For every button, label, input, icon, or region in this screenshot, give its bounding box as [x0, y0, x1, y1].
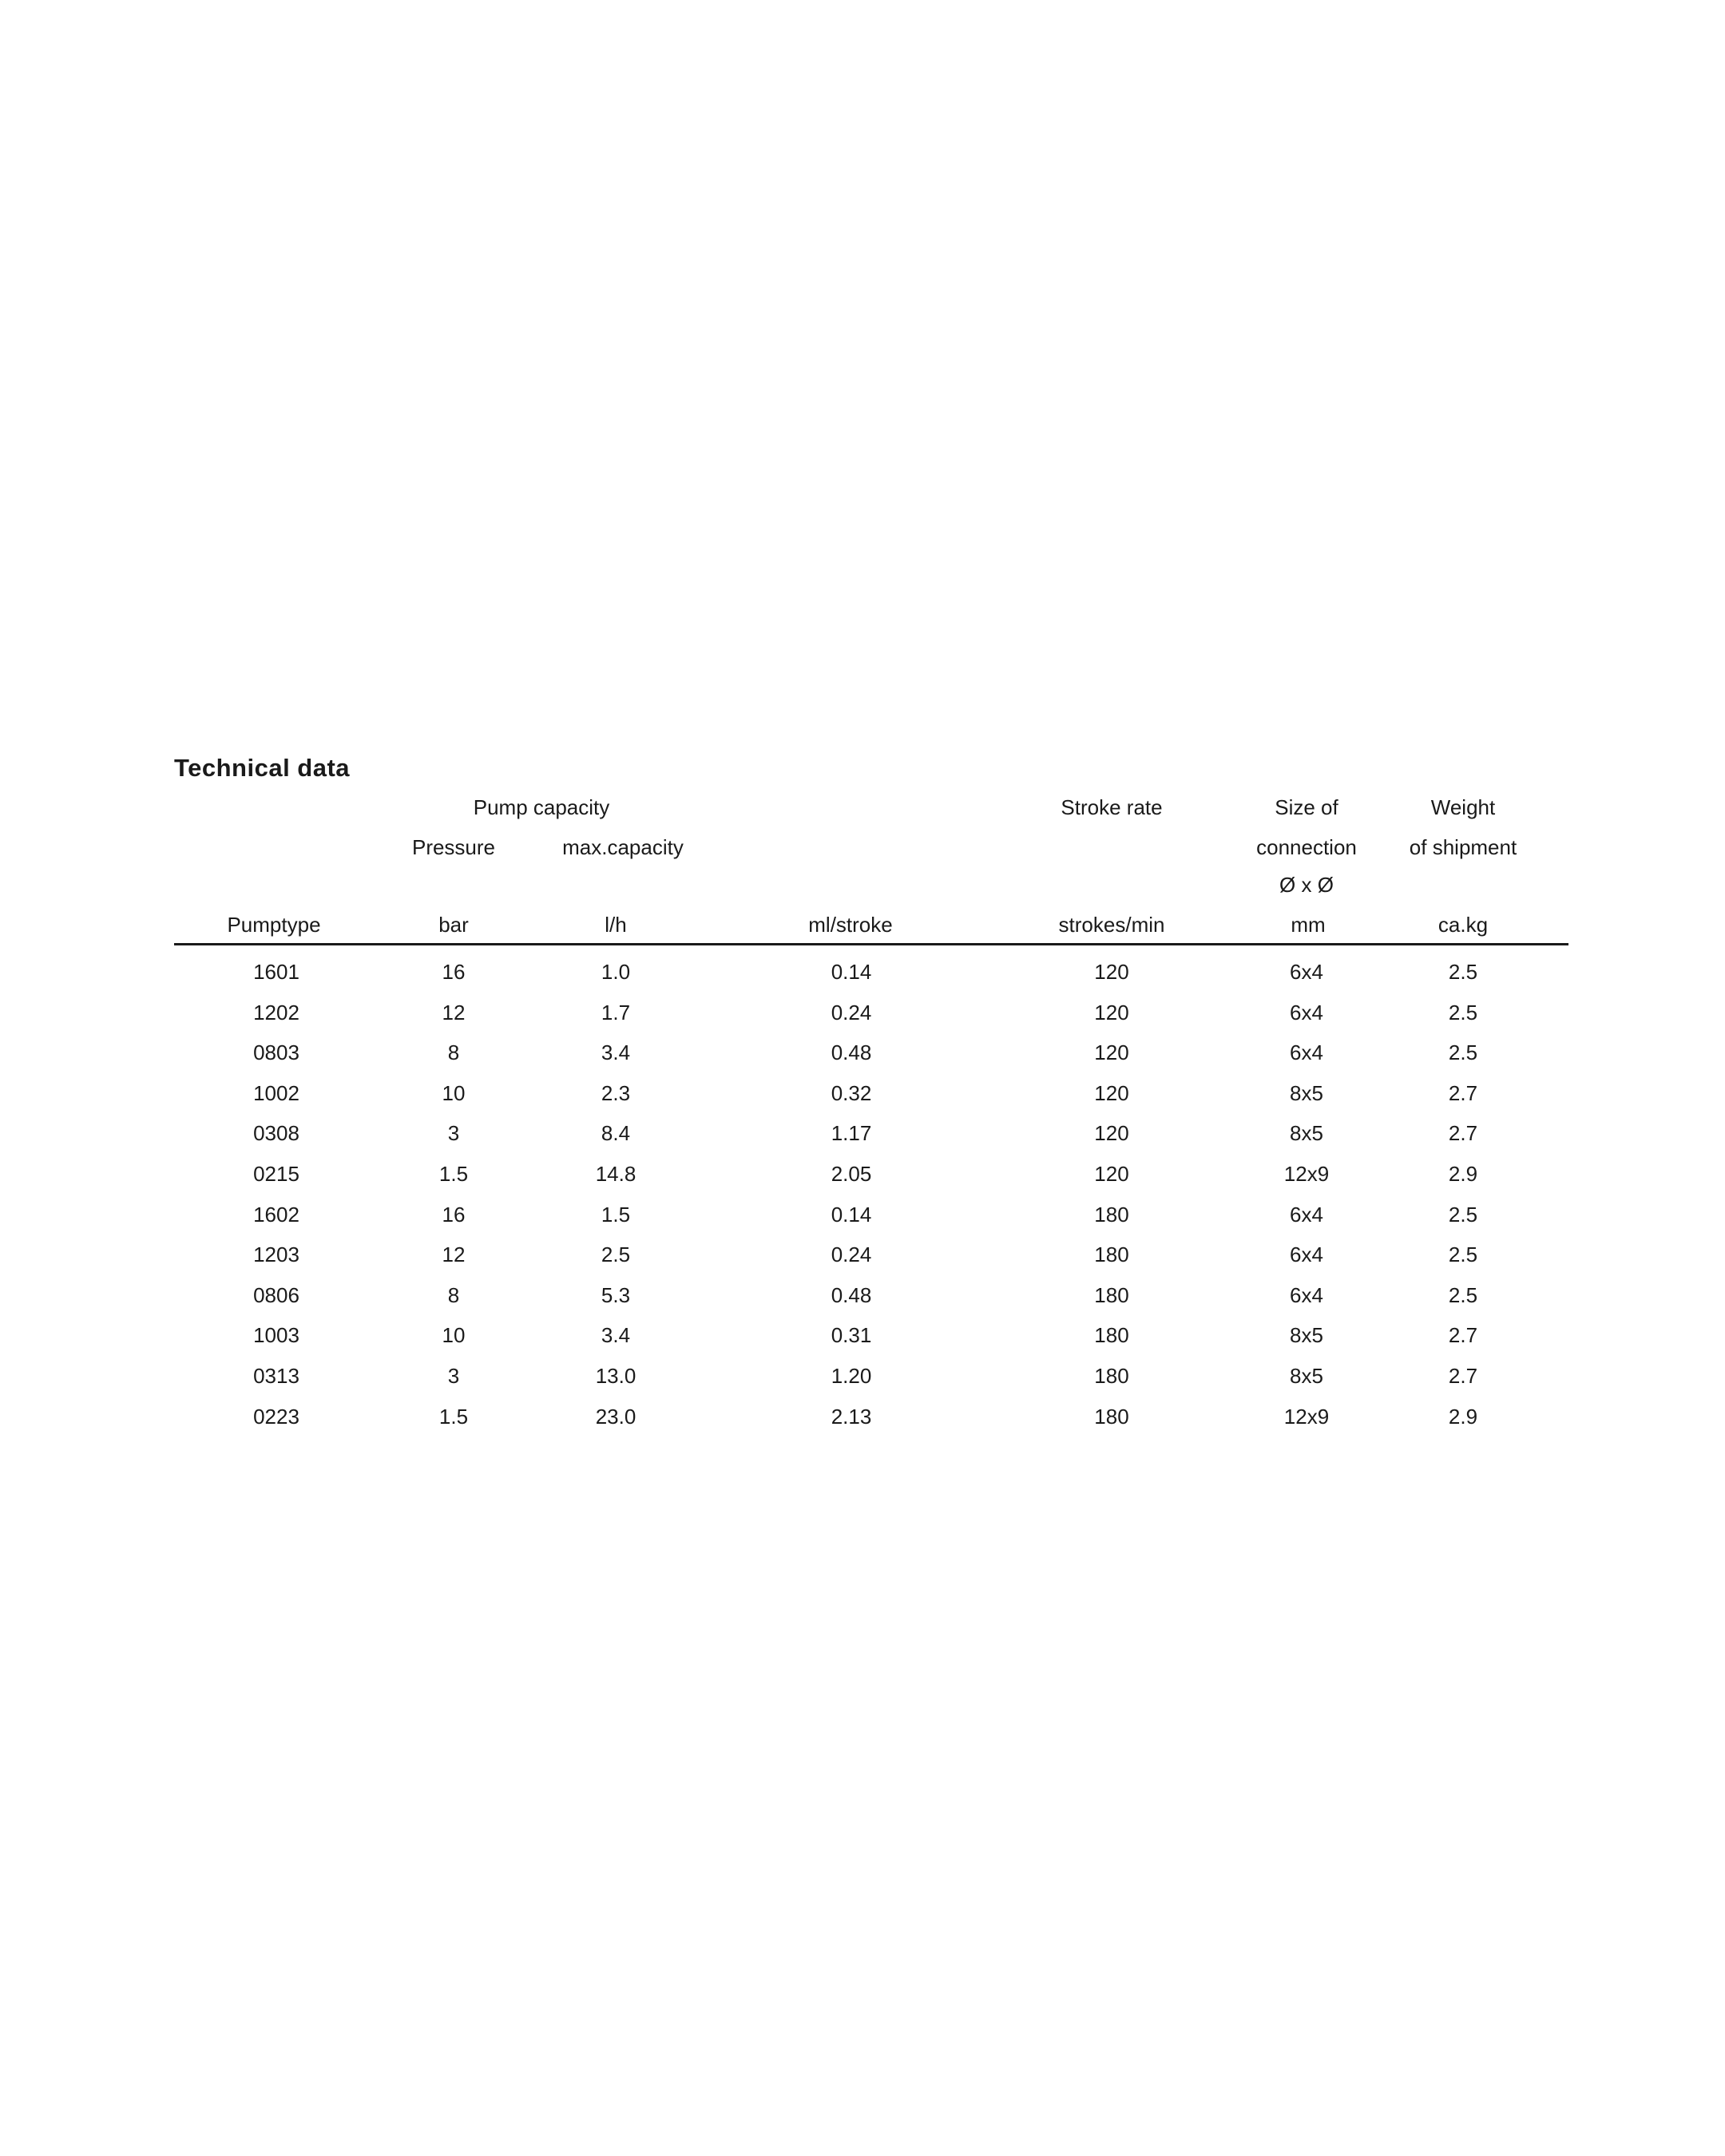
cell-pressure: 16	[442, 1203, 466, 1227]
cell-weight: 2.7	[1448, 1364, 1478, 1388]
cell-weight: 2.9	[1448, 1162, 1478, 1186]
cell-pumptype: 1003	[253, 1323, 299, 1347]
cell-stroke-rate: 120	[1094, 960, 1129, 984]
cell-ml-stroke: 0.24	[831, 1001, 872, 1024]
cell-ml-stroke: 0.48	[831, 1283, 872, 1307]
cell-pressure: 12	[442, 1001, 466, 1024]
cell-stroke-rate: 120	[1094, 1001, 1129, 1024]
cell-connection-size: 6x4	[1290, 1203, 1323, 1227]
cell-weight: 2.5	[1448, 1283, 1478, 1307]
cell-connection-size: 8x5	[1290, 1323, 1323, 1347]
cell-pumptype: 0215	[253, 1162, 299, 1186]
cell-ml-stroke: 1.20	[831, 1364, 872, 1388]
header-divider	[174, 943, 1568, 945]
cell-weight: 2.5	[1448, 1203, 1478, 1227]
cell-max-capacity: 1.7	[601, 1001, 631, 1024]
cell-ml-stroke: 0.32	[831, 1081, 872, 1105]
cell-connection-size: 12x9	[1283, 1162, 1330, 1186]
cell-pumptype: 0803	[253, 1040, 299, 1064]
cell-ml-stroke: 1.17	[831, 1121, 872, 1145]
cell-connection-size: 6x4	[1290, 960, 1323, 984]
cell-ml-stroke: 0.14	[831, 960, 872, 984]
cell-stroke-rate: 120	[1094, 1040, 1129, 1064]
cell-connection-size: 8x5	[1290, 1121, 1323, 1145]
cell-pressure: 10	[442, 1323, 466, 1347]
cell-pumptype: 0308	[253, 1121, 299, 1145]
cell-ml-stroke: 2.13	[831, 1405, 872, 1429]
cell-max-capacity: 3.4	[601, 1040, 631, 1064]
cell-max-capacity: 1.5	[601, 1203, 631, 1227]
cell-connection-size: 6x4	[1290, 1242, 1323, 1266]
cell-pumptype: 1203	[253, 1242, 299, 1266]
cell-connection-size: 8x5	[1290, 1081, 1323, 1105]
header-of-shipment: of shipment	[1409, 835, 1517, 859]
cell-stroke-rate: 120	[1094, 1121, 1129, 1145]
cell-pumptype: 1602	[253, 1203, 299, 1227]
cell-ml-stroke: 2.05	[831, 1162, 872, 1186]
cell-pumptype: 1601	[253, 960, 299, 984]
cell-ml-stroke: 0.31	[831, 1323, 872, 1347]
unit-bar: bar	[438, 913, 469, 937]
cell-stroke-rate: 180	[1094, 1203, 1129, 1227]
section-title: Technical data	[174, 754, 351, 782]
cell-pressure: 12	[442, 1242, 466, 1266]
cell-stroke-rate: 120	[1094, 1081, 1129, 1105]
cell-pumptype: 0313	[253, 1364, 299, 1388]
cell-connection-size: 6x4	[1290, 1283, 1323, 1307]
cell-connection-size: 12x9	[1283, 1405, 1330, 1429]
cell-pressure: 3	[447, 1364, 460, 1388]
cell-stroke-rate: 120	[1094, 1162, 1129, 1186]
header-pressure: Pressure	[411, 835, 496, 859]
cell-connection-size: 6x4	[1290, 1001, 1323, 1024]
unit-strokes-min: strokes/min	[1058, 913, 1165, 937]
cell-pumptype: 1002	[253, 1081, 299, 1105]
cell-max-capacity: 13.0	[595, 1364, 636, 1388]
header-size-of: Size of	[1275, 795, 1338, 819]
unit-pumptype: Pumptype	[227, 913, 321, 937]
unit-ca-kg: ca.kg	[1438, 913, 1489, 937]
unit-mm: mm	[1291, 913, 1326, 937]
cell-stroke-rate: 180	[1094, 1242, 1129, 1266]
cell-weight: 2.5	[1448, 960, 1478, 984]
cell-weight: 2.7	[1448, 1121, 1478, 1145]
cell-pressure: 3	[447, 1121, 460, 1145]
cell-pressure: 1.5	[438, 1405, 469, 1429]
cell-pressure: 16	[442, 960, 466, 984]
cell-pressure: 10	[442, 1081, 466, 1105]
cell-max-capacity: 2.5	[601, 1242, 631, 1266]
cell-stroke-rate: 180	[1094, 1364, 1129, 1388]
cell-weight: 2.5	[1448, 1040, 1478, 1064]
cell-pumptype: 1202	[253, 1001, 299, 1024]
cell-weight: 2.9	[1448, 1405, 1478, 1429]
header-diameter: Ø x Ø	[1279, 873, 1334, 897]
cell-ml-stroke: 0.14	[831, 1203, 872, 1227]
header-stroke-rate: Stroke rate	[1061, 795, 1163, 819]
cell-max-capacity: 5.3	[601, 1283, 631, 1307]
header-max-capacity: max.capacity	[562, 835, 684, 859]
cell-max-capacity: 23.0	[595, 1405, 636, 1429]
cell-max-capacity: 2.3	[601, 1081, 631, 1105]
cell-connection-size: 8x5	[1290, 1364, 1323, 1388]
cell-ml-stroke: 0.24	[831, 1242, 872, 1266]
header-weight: Weight	[1430, 795, 1496, 819]
cell-stroke-rate: 180	[1094, 1323, 1129, 1347]
unit-lh: l/h	[605, 913, 627, 937]
cell-max-capacity: 3.4	[601, 1323, 631, 1347]
cell-weight: 2.7	[1448, 1323, 1478, 1347]
cell-connection-size: 6x4	[1290, 1040, 1323, 1064]
cell-max-capacity: 8.4	[601, 1121, 631, 1145]
cell-pumptype: 0223	[253, 1405, 299, 1429]
cell-max-capacity: 14.8	[595, 1162, 636, 1186]
cell-pressure: 8	[447, 1283, 460, 1307]
cell-pumptype: 0806	[253, 1283, 299, 1307]
cell-weight: 2.5	[1448, 1001, 1478, 1024]
cell-ml-stroke: 0.48	[831, 1040, 872, 1064]
header-pump-capacity: Pump capacity	[473, 795, 610, 819]
cell-pressure: 1.5	[438, 1162, 469, 1186]
cell-max-capacity: 1.0	[601, 960, 631, 984]
cell-pressure: 8	[447, 1040, 460, 1064]
cell-stroke-rate: 180	[1094, 1405, 1129, 1429]
cell-stroke-rate: 180	[1094, 1283, 1129, 1307]
cell-weight: 2.7	[1448, 1081, 1478, 1105]
unit-ml-stroke: ml/stroke	[808, 913, 893, 937]
cell-weight: 2.5	[1448, 1242, 1478, 1266]
header-connection: connection	[1256, 835, 1357, 859]
